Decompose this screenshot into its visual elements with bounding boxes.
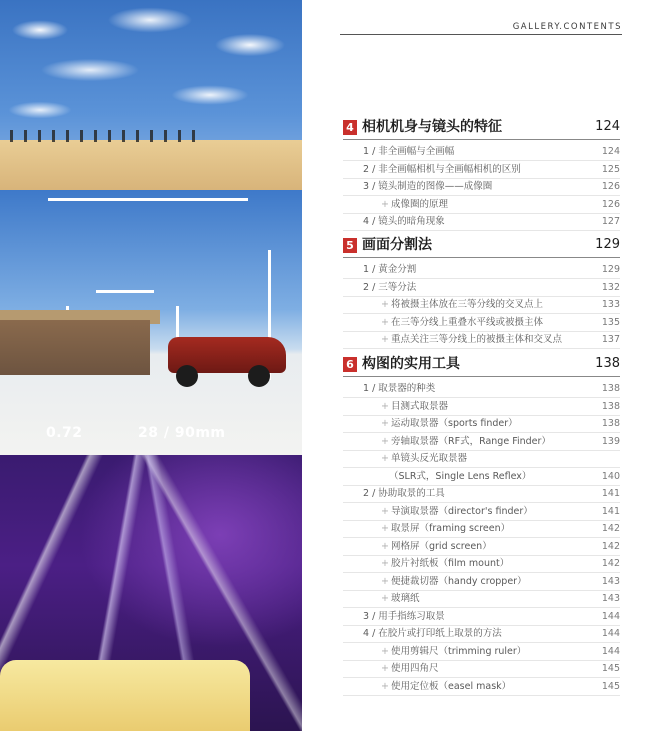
chapter-page: 124 (595, 119, 620, 134)
toc-entry-page: 145 (601, 663, 620, 674)
toc-entry-text: 1 / 取景器的种类 (363, 383, 436, 394)
light-glow (0, 660, 250, 731)
toc-entry[interactable] (343, 644, 620, 660)
toc-entry-page: 129 (601, 264, 620, 275)
chapter-heading (343, 118, 620, 140)
viewfinder-top-line (48, 198, 248, 201)
bullet-icon: + (381, 400, 389, 412)
toc-entry-page: 141 (601, 488, 620, 499)
car-wheel-rear (248, 365, 270, 387)
toc-entry-page: 135 (601, 316, 620, 328)
toc-entry-page: 127 (601, 216, 620, 227)
toc-entry[interactable] (343, 521, 620, 537)
toc-entry-text: 胶片衬纸板（film mount） (391, 558, 510, 569)
exposure-readout: 0.72 (46, 425, 83, 441)
toc-entry[interactable] (343, 144, 620, 160)
toc-entry[interactable] (343, 609, 620, 625)
bullet-icon: + (381, 523, 389, 534)
toc-entry-text: 目测式取景器 (391, 400, 449, 412)
entry-separator (343, 695, 620, 696)
toc-entry-text: 运动取景器（sports finder） (391, 418, 518, 429)
toc-entry-text: 1 / 黄金分割 (363, 264, 417, 275)
toc-entry[interactable] (343, 504, 620, 520)
toc-entry[interactable] (343, 416, 620, 432)
bullet-icon: + (381, 558, 389, 569)
toc-entry-page: 142 (601, 540, 620, 552)
bullet-icon: + (381, 418, 389, 429)
toc-entry-page: 144 (601, 628, 620, 639)
bullet-icon: + (381, 575, 389, 587)
bullet-icon: + (381, 505, 389, 517)
toc-entry[interactable] (343, 297, 620, 313)
toc-entry-page: 140 (601, 470, 620, 482)
toc-entry-page: 124 (601, 146, 620, 157)
toc-entry[interactable] (343, 332, 620, 348)
toc-entry-page: 142 (601, 558, 620, 569)
bullet-icon: + (381, 435, 389, 447)
bullet-icon: + (381, 316, 389, 328)
chapter-title: 相机机身与镜头的特征 (362, 119, 502, 135)
bullet-icon: + (381, 663, 389, 674)
light-streaks-photo (0, 455, 302, 731)
toc-entry-text: 旁轴取景器（RF式，Range Finder） (391, 435, 551, 447)
toc-entry[interactable] (343, 556, 620, 572)
bullet-icon: + (381, 198, 389, 210)
toc-entry[interactable] (343, 469, 620, 485)
toc-entry[interactable] (343, 591, 620, 607)
toc-entry-page: 141 (601, 505, 620, 517)
toc-entry-page: 126 (601, 198, 620, 210)
toc-entry-text: 成像圈的原理 (391, 198, 449, 210)
toc-entry[interactable] (343, 280, 620, 296)
chapter-number-badge: 6 (343, 357, 357, 372)
toc-entry[interactable] (343, 574, 620, 590)
chapter-heading (343, 236, 620, 258)
photo-strip (0, 0, 302, 731)
focal-length-readout: 28 / 90mm (138, 425, 226, 441)
toc-entry-text: 使用定位板（easel mask） (391, 680, 512, 692)
toc-entry-text: 便捷裁切器（handy cropper） (391, 575, 527, 587)
chapter-rule (343, 376, 620, 377)
toc-entry-page: 143 (601, 575, 620, 587)
toc-entry-page: 138 (601, 383, 620, 394)
car-wheel-front (176, 365, 198, 387)
toc-entry-page: 142 (601, 523, 620, 534)
toc-entry[interactable] (343, 214, 620, 230)
toc-entry-text: （SLR式，Single Lens Reflex） (389, 470, 532, 482)
toc-entry[interactable] (343, 399, 620, 415)
toc-entry-page: 132 (601, 281, 620, 293)
toc-entry-text: 将被摄主体放在三等分线的交叉点上 (391, 299, 544, 310)
toc-entry-page: 144 (601, 610, 620, 622)
toc-entry-text: 重点关注三等分线上的被摄主体和交叉点 (391, 334, 563, 345)
toc-entry-text: 2 / 三等分法 (363, 281, 417, 293)
toc-entry-page: 137 (601, 334, 620, 345)
chapter-heading (343, 355, 620, 377)
toc-entry[interactable] (343, 539, 620, 555)
sand-dune (0, 140, 302, 190)
chapter-rule (343, 139, 620, 140)
toc-entry-text: 2 / 非全画幅相机与全画幅相机的区别 (363, 163, 521, 175)
toc-entry-text: 网格屏（grid screen） (391, 540, 492, 552)
toc-entry-text: 3 / 用手指练习取景 (363, 610, 445, 622)
bullet-icon: + (381, 334, 389, 345)
viewfinder-photo (0, 190, 302, 455)
toc-entry-page: 133 (601, 299, 620, 310)
toc-entry-page: 138 (601, 418, 620, 429)
bullet-icon: + (381, 593, 389, 604)
toc-entry-text: 玻璃纸 (391, 593, 420, 604)
toc-entry[interactable] (343, 626, 620, 642)
toc-entry[interactable] (343, 661, 620, 677)
toc-entry[interactable] (343, 262, 620, 278)
salt-flat-sky-photo (0, 0, 302, 190)
chapter-rule (343, 257, 620, 258)
toc-entry-page: 139 (601, 435, 620, 447)
bullet-icon: + (381, 299, 389, 310)
bullet-icon: + (381, 645, 389, 657)
bullet-icon: + (381, 540, 389, 552)
toc-entry-text: 3 / 镜头制造的图像——成像圈 (363, 181, 493, 192)
toc-entry[interactable] (343, 162, 620, 178)
chapter-page: 138 (595, 356, 620, 371)
entry-separator (343, 348, 620, 349)
toc-entry-page: 143 (601, 593, 620, 604)
toc-entry-page: 138 (601, 400, 620, 412)
chapter-number-badge: 4 (343, 120, 357, 135)
chapter-page: 129 (595, 237, 620, 252)
chapter-number-badge: 5 (343, 238, 357, 253)
toc-entry[interactable] (343, 381, 620, 397)
toc-entry-page: 126 (601, 181, 620, 192)
toc-entry-page: 144 (601, 645, 620, 657)
toc-entry[interactable] (343, 679, 620, 695)
building (0, 320, 150, 375)
page-header-title: GALLERY.CONTENTS (512, 22, 622, 32)
toc-entry-text: 1 / 非全画幅与全画幅 (363, 146, 455, 157)
toc-entry[interactable] (343, 197, 620, 213)
toc-entry-text: 使用剪辑尺（trimming ruler） (391, 645, 527, 657)
chapter-title: 构图的实用工具 (362, 356, 460, 372)
entry-separator (343, 230, 620, 231)
toc-entry-text: 2 / 协助取景的工具 (363, 488, 445, 499)
bullet-icon: + (381, 453, 389, 464)
toc-entry-text: 在三等分线上重叠水平线或被摄主体 (391, 316, 544, 328)
toc-entry[interactable] (343, 451, 620, 467)
toc-entry-page: 145 (601, 680, 620, 692)
toc-entry-text: 使用四角尺 (391, 663, 439, 674)
toc-entry[interactable] (343, 179, 620, 195)
toc-entry-text: 4 / 在胶片或打印纸上取景的方法 (363, 628, 502, 639)
toc-entry-text: 单镜头反光取景器 (391, 453, 468, 464)
header-rule (340, 34, 622, 35)
toc-entry-text: 4 / 镜头的暗角现象 (363, 216, 445, 227)
toc-entry[interactable] (343, 486, 620, 502)
chapter-title: 画面分割法 (362, 237, 432, 253)
bullet-icon: + (381, 680, 389, 692)
toc-entry-page: 125 (601, 163, 620, 175)
viewfinder-focus-line (96, 290, 154, 293)
people-silhouettes (10, 130, 200, 142)
toc-entry-text: 导演取景器（director's finder） (391, 505, 533, 517)
toc-entry-text: 取景屏（framing screen） (391, 523, 511, 534)
toc-entry[interactable] (343, 315, 620, 331)
toc-entry[interactable] (343, 434, 620, 450)
